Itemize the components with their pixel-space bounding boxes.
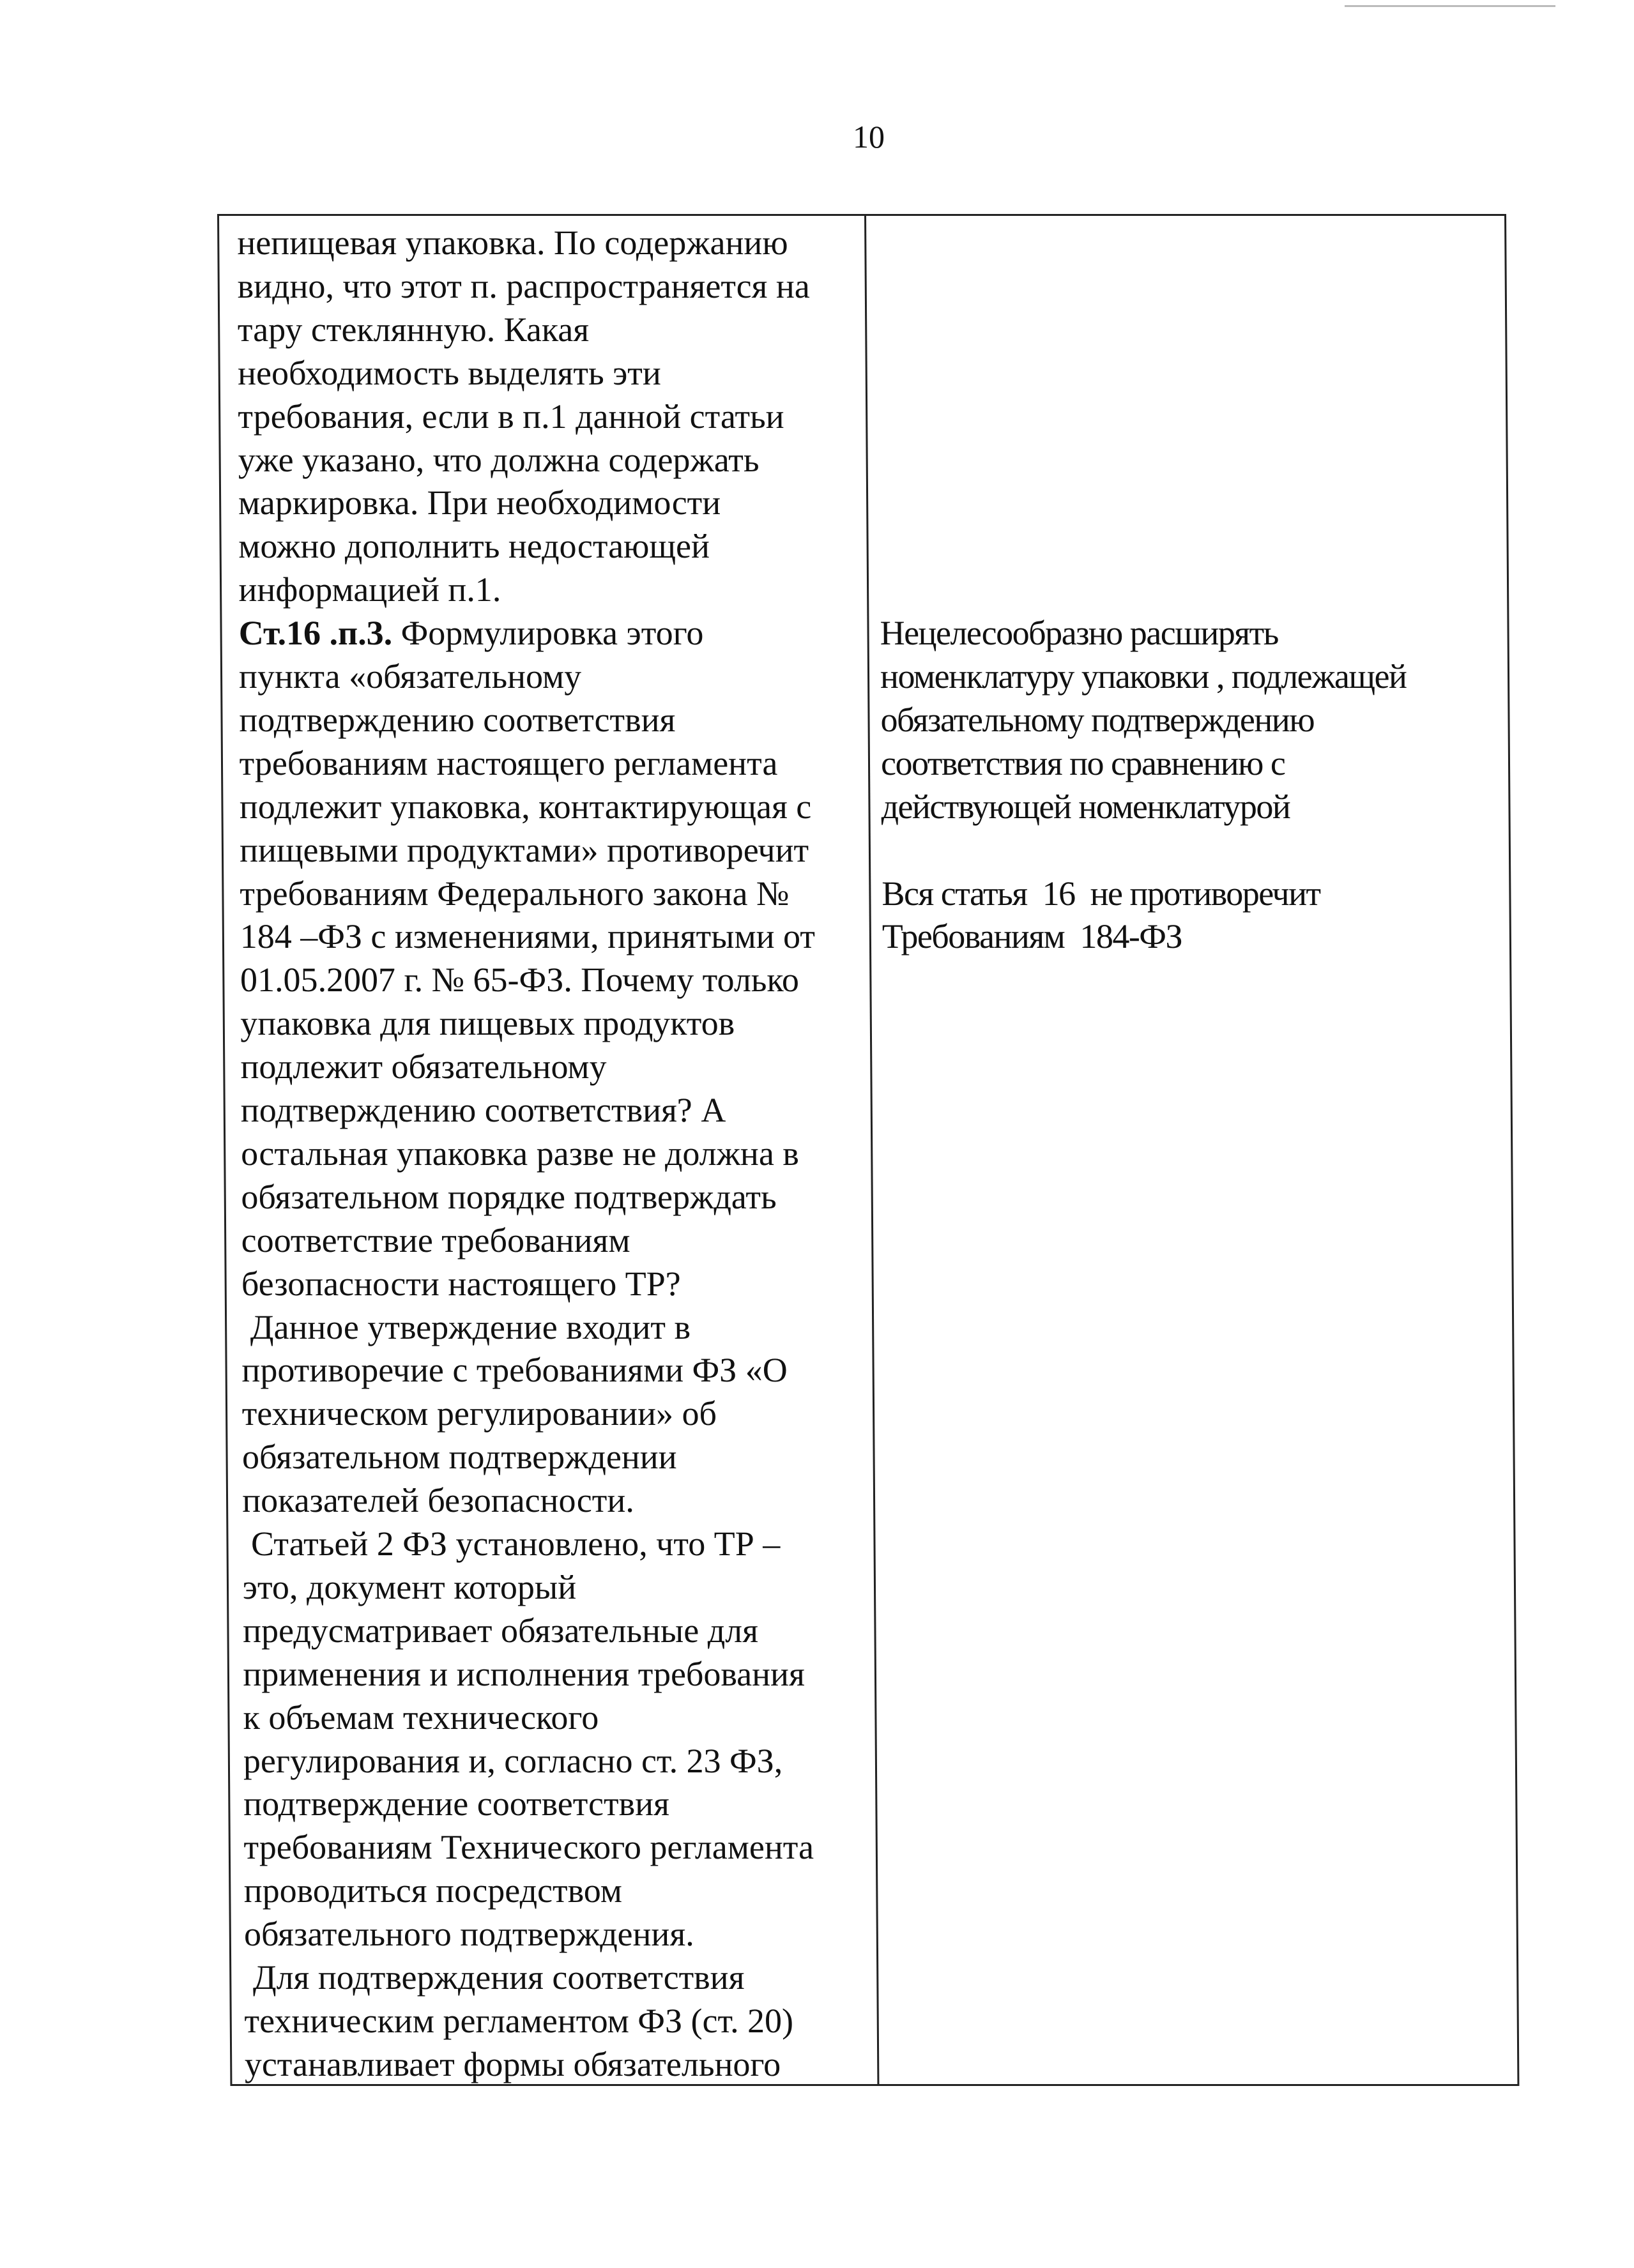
remark-line: техническом регулировании» об [241,1394,717,1433]
remark-line: применения и исполнения требования [243,1654,805,1693]
remark-line: Статьей 2 ФЗ установлено, что ТР – [242,1525,781,1563]
remark-line: устанавливает формы обязательного [244,2044,781,2083]
remark-line: видно, что этот п. распространяется на [237,266,810,305]
remark-line: подлежит обязательному [240,1047,607,1086]
scan-artifact-line [1345,5,1555,7]
page-number: 10 [853,119,885,155]
remark-line: показателей безопасности. [242,1481,634,1520]
response-line: соответствия по сравнению с [880,743,1285,782]
response-line: обязательному подтверждению [880,700,1315,739]
remark-line: требованиям Технического регламента [243,1828,814,1867]
remark-line: 01.05.2007 г. № 65-ФЗ. Почему только [240,961,800,1000]
remark-line: это, документ который [242,1567,577,1606]
remark-line: упаковка для пищевых продуктов [240,1004,735,1043]
remark-line: требованиям Федерального закона № [240,874,790,913]
remark-line: пункта «обязательному [238,657,582,696]
remark-text: Формулировка этого [392,614,704,653]
response-line: действующей номенклатурой [881,787,1290,826]
remark-line: 184 –ФЗ с изменениями, принятыми от [240,917,816,956]
remark-line: проводиться посредством [243,1871,623,1910]
remark-line: регулирования и, согласно ст. 23 ФЗ, [243,1741,783,1780]
remark-line: Данное утверждение входит в [241,1307,691,1346]
remark-line: подлежит упаковка, контактирующая с [239,787,812,826]
remark-line: непищевая упаковка. По содержанию [237,224,788,262]
remark-line: уже указано, что должна содержать [238,440,760,479]
remark-line: пищевыми продуктами» противоречит [239,830,809,869]
remark-line: требованиям настоящего регламента [239,743,778,782]
remark-line: соответствие требованиям [241,1221,630,1260]
remark-line [239,614,704,652]
remark-line: обязательном подтверждении [241,1438,677,1477]
remark-line: маркировка. При необходимости [238,483,721,522]
remark-line: требования, если в п.1 данной статьи [238,397,784,436]
response-line: номенклатуру упаковки , подлежащей [880,657,1407,696]
remark-line: информацией п.1. [238,570,501,609]
remark-line: предусматривает обязательные для [242,1611,759,1650]
remark-line: обязательном порядке подтверждать [241,1177,777,1216]
remark-line: остальная упаковка разве не должна в [240,1134,800,1173]
remark-line: к объемам технического [243,1698,599,1737]
remark-line: обязательного подтверждения. [243,1915,694,1954]
remark-line: можно дополнить недостающей [238,527,710,566]
response-line: Нецелесообразно расширять [880,614,1279,653]
remark-line: необходимость выделять эти [237,353,662,392]
response-line: Требованиям 184-ФЗ [882,917,1182,956]
remark-line: тару стеклянную. Какая [237,310,590,349]
remark-line: подтверждению соответствия [239,700,676,739]
remark-line: Для подтверждения соответствия [244,1958,745,1997]
column-divider [864,216,879,2084]
article-reference: Ст.16 .п.3. [238,614,393,653]
remark-line: техническим регламентом ФЗ (ст. 20) [244,2001,794,2040]
remark-line: подтверждение соответствия [243,1785,670,1823]
remark-line: подтверждению соответствия? А [240,1091,726,1129]
comments-table [217,214,1519,2086]
response-line: Вся статья 16 не противоречит [882,874,1320,913]
remark-line: противоречие с требованиями ФЗ «О [241,1351,788,1390]
remark-line: безопасности настоящего ТР? [241,1264,681,1303]
